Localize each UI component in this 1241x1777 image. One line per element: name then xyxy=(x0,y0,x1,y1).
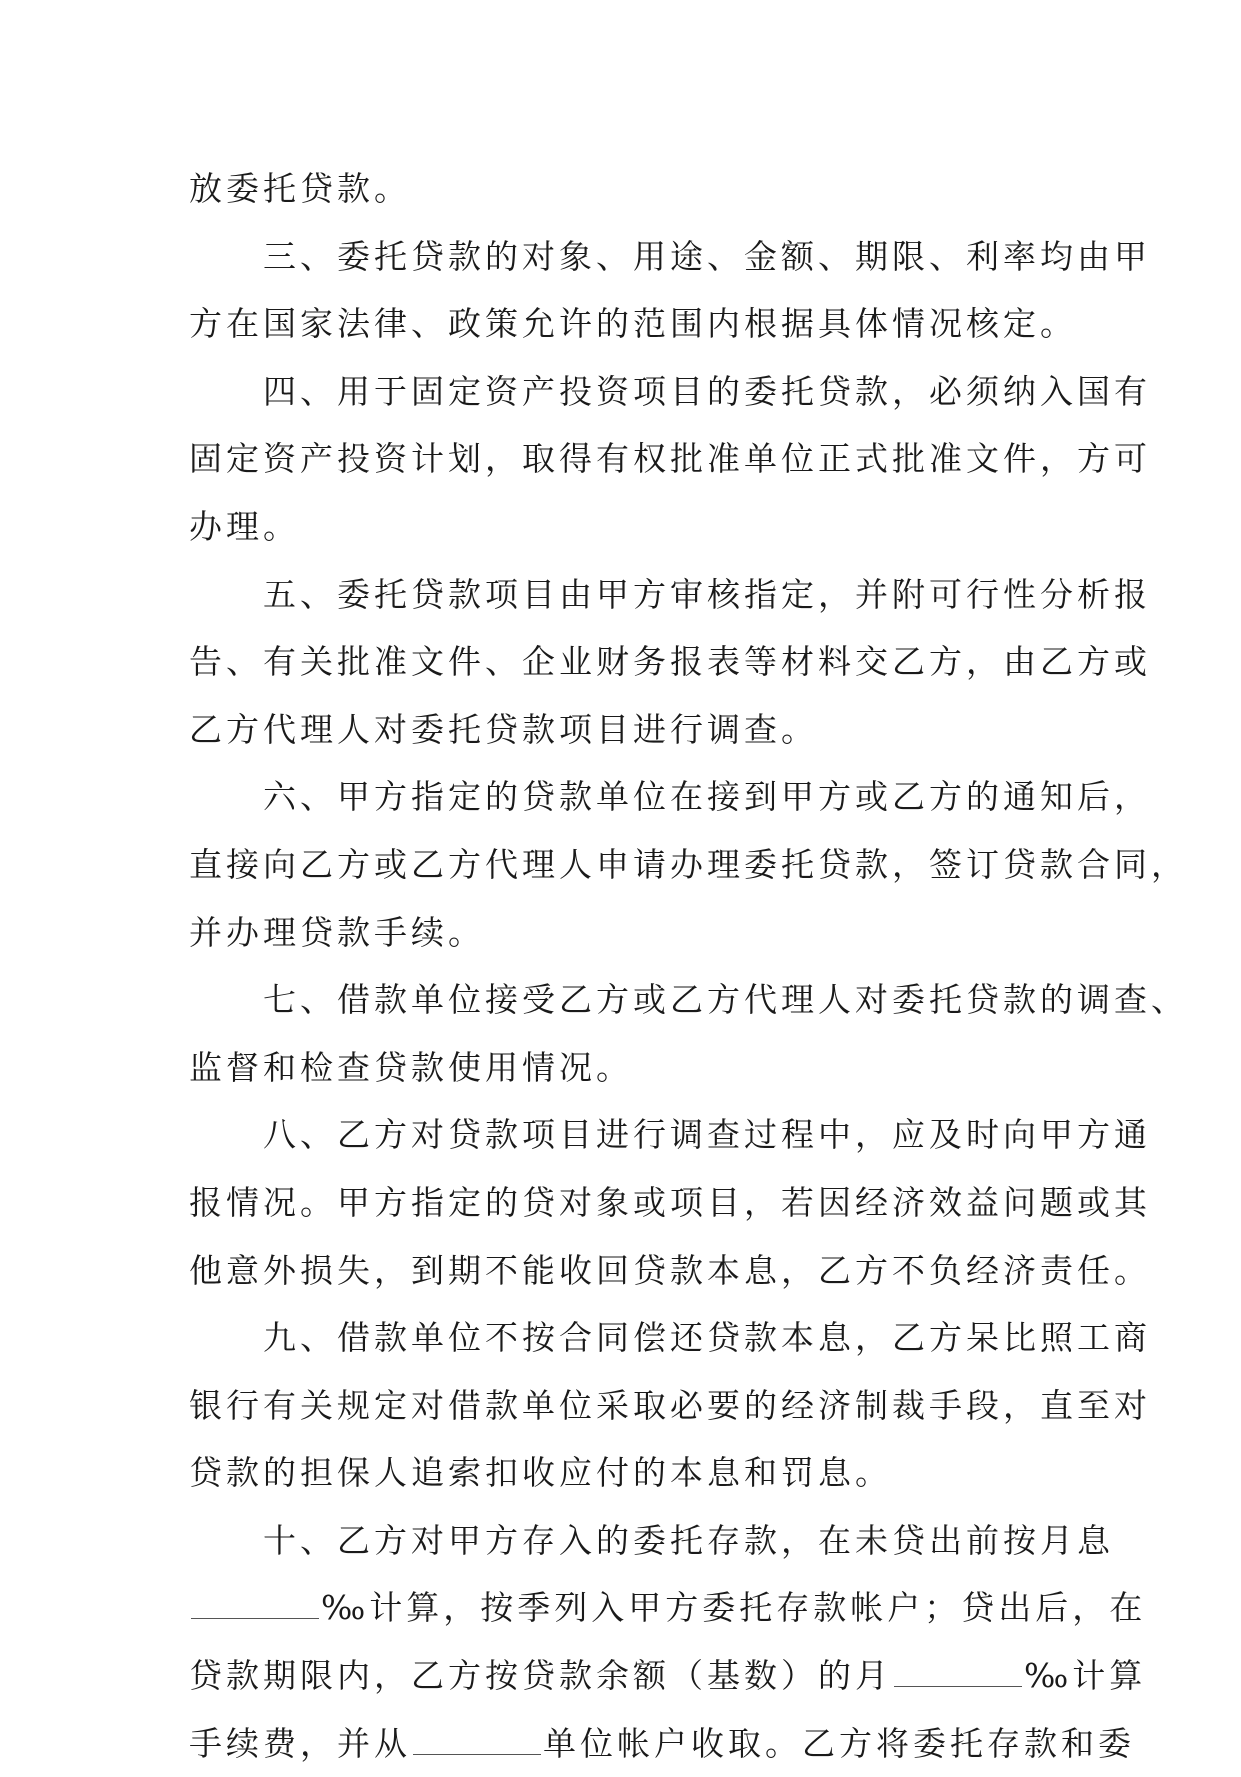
text-line xyxy=(189,696,1069,764)
text-segment: 九、借款单位不按合同偿还贷款本息，乙方呆比照工商 xyxy=(263,1318,1151,1358)
text-segment: 七、借款单位接受乙方或乙方代理人对委托贷款的调查、 xyxy=(263,980,1188,1020)
text-segment: 六、甲方指定的贷款单位在接到甲方或乙方的通知后， xyxy=(263,777,1151,817)
text-segment: ‰计算 xyxy=(1024,1656,1147,1696)
text-line xyxy=(189,966,1188,1034)
text-segment: 报情况。甲方指定的贷对象或项目，若因经济效益问题或其 xyxy=(189,1182,1151,1222)
text-segment: 他意外损失，到期不能收回贷款本息，乙方不负经济责任。 xyxy=(189,1250,1151,1290)
text-line xyxy=(189,1372,1151,1440)
text-line xyxy=(189,1101,1151,1169)
text-line xyxy=(189,1169,1151,1237)
text-line xyxy=(189,628,1151,696)
text-line xyxy=(189,223,1151,291)
text-line xyxy=(189,290,1077,358)
text-segment: 直接向乙方或乙方代理人申请办理委托贷款，签订贷款合同， xyxy=(189,844,1188,884)
text-segment: 放委托贷款。 xyxy=(189,169,411,208)
fill-in-blank xyxy=(191,1588,319,1619)
text-segment: 五、委托贷款项目由甲方审核指定，并附可行性分析报 xyxy=(263,574,1151,614)
fill-in-blank xyxy=(413,1724,541,1755)
contract-body-text xyxy=(189,155,1188,1777)
fill-in-blank xyxy=(894,1656,1022,1687)
text-line xyxy=(189,1304,1151,1372)
text-segment: 十、乙方对甲方存入的委托存款，在未贷出前按月息 xyxy=(263,1520,1114,1560)
text-line xyxy=(189,1034,1069,1102)
text-segment: 八、乙方对贷款项目进行调查过程中，应及时向甲方通 xyxy=(263,1115,1151,1155)
text-segment: 贷款期限内，乙方按贷款余额（基数）的月 xyxy=(189,1656,892,1696)
text-line xyxy=(189,1237,1151,1305)
text-line xyxy=(189,899,1069,967)
text-line xyxy=(189,1507,1114,1575)
text-segment: 告、有关批准文件、企业财务报表等材料交乙方，由乙方或 xyxy=(189,642,1151,682)
text-segment: 并办理贷款手续。 xyxy=(189,912,485,952)
text-line xyxy=(189,1710,1135,1777)
text-segment: 方在国家法律、政策允许的范围内根据具体情况核定。 xyxy=(189,304,1077,344)
text-line xyxy=(189,493,1069,561)
text-segment: 三、委托贷款的对象、用途、金额、期限、利率均由甲 xyxy=(263,236,1151,276)
text-line xyxy=(189,763,1151,831)
text-segment: 手续费，并从 xyxy=(189,1723,411,1763)
text-line xyxy=(189,1439,1069,1507)
text-line xyxy=(189,358,1151,426)
text-line xyxy=(189,1642,1147,1710)
text-line xyxy=(189,831,1188,899)
text-line xyxy=(189,561,1151,629)
text-line xyxy=(189,425,1151,493)
text-segment: 四、用于固定资产投资项目的委托贷款，必须纳入国有 xyxy=(263,371,1151,411)
text-segment: ‰计算，按季列入甲方委托存款帐户；贷出后，在 xyxy=(321,1588,1147,1628)
text-line xyxy=(189,1574,1147,1642)
text-segment: 乙方代理人对委托贷款项目进行调查。 xyxy=(189,709,818,749)
text-segment: 办理。 xyxy=(189,506,300,546)
text-segment: 银行有关规定对借款单位采取必要的经济制裁手段，直至对 xyxy=(189,1385,1151,1425)
text-segment: 监督和检查贷款使用情况。 xyxy=(189,1047,633,1087)
text-segment: 单位帐户收取。乙方将委托存款和委 xyxy=(543,1723,1135,1763)
text-segment: 贷款的担保人追索扣收应付的本息和罚息。 xyxy=(189,1453,892,1493)
text-line xyxy=(189,155,1069,223)
text-segment: 固定资产投资计划，取得有权批准单位正式批准文件，方可 xyxy=(189,439,1151,479)
